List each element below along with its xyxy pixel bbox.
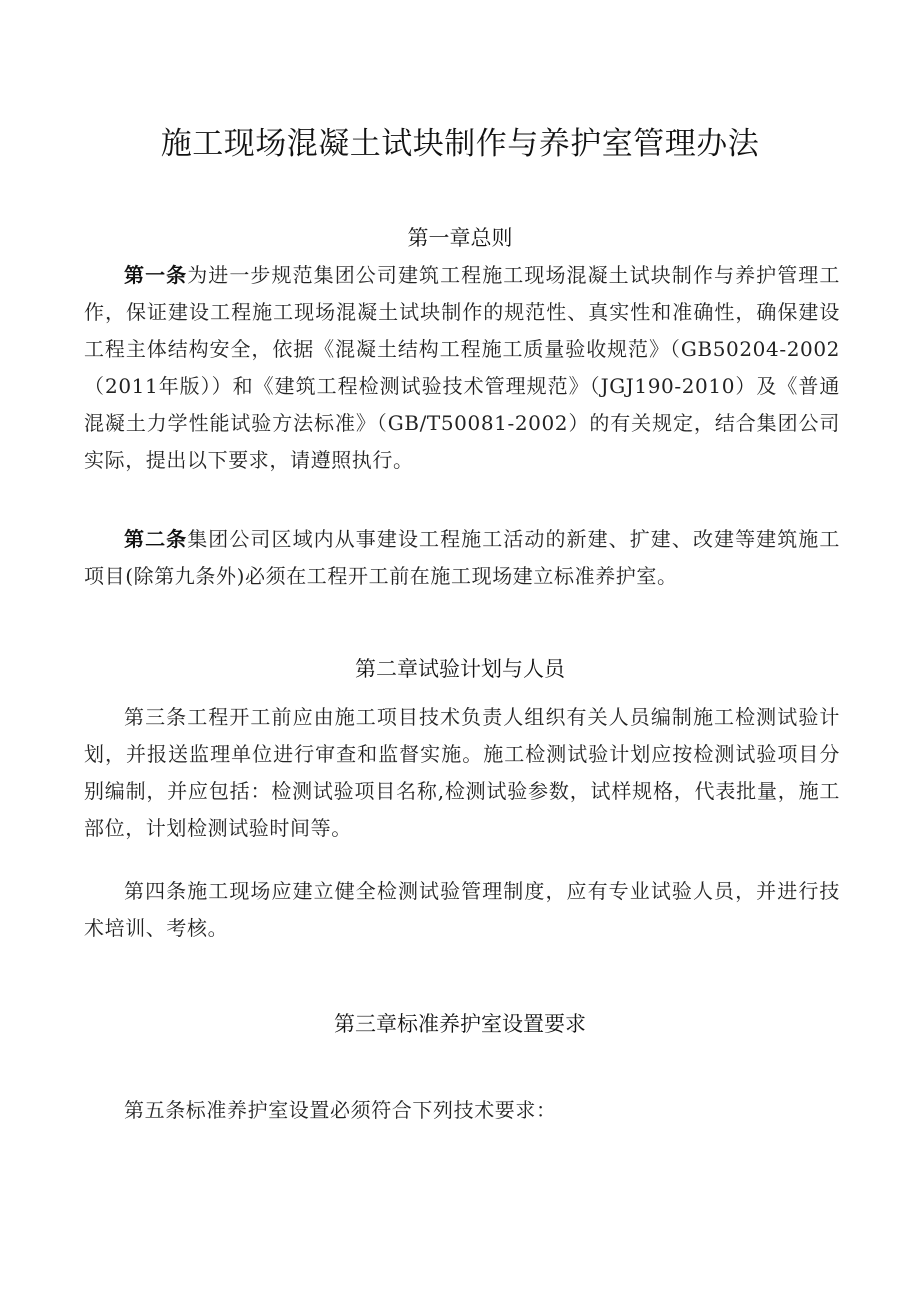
article-paragraph: 第四条施工现场应建立健全检测试验管理制度，应有专业试验人员，并进行技术培训、考核。 [84, 879, 840, 940]
chapter-heading: 第一章总则 [407, 226, 513, 250]
article-paragraph: 第三条工程开工前应由施工项目技术负责人组织有关人员编制施工检测试验计划，并报送监理单位进行审查和监督实施。施工检测试验计划应按检测试验项目分别编制，并应包括：检测试验项目名称,检测试验参数，试样规格，代表批量，施工部位，计划检测试验时间等。 [84, 705, 840, 840]
document-title: 施工现场混凝土试块制作与养护室管理办法 [160, 126, 760, 162]
article-label: 第二条 [124, 527, 188, 551]
article-paragraph: 第五条标准养护室设置必须符合下列技术要求： [124, 1098, 557, 1122]
article-text: 集团公司区域内从事建设工程施工活动的新建、扩建、改建等建筑施工项目(除第九条外)必须在工程开工前在施工现场建立标准养护室。 [84, 527, 840, 588]
chapter-heading: 第二章试验计划与人员 [355, 657, 565, 681]
article-text: 为进一步规范集团公司建筑工程施工现场混凝土试块制作与养护管理工作，保证建设工程施工现场混凝土试块制作的规范性、真实性和准确性，确保建设工程主体结构安全，依据《混凝土结构工程施工质量验收规范》（GB50204-2002（2011年版））和《建筑工程检测试验技术管理规范》（JGJ190-2010）及《普通混凝土力学性能试验方法标准》（GB/T50081-2002）的有关规定，结合集团公司实际，提出以下要求，请遵照执行。 [84, 263, 840, 472]
article-label: 第一条 [124, 263, 188, 287]
chapter-heading: 第三章标准养护室设置要求 [334, 1012, 586, 1036]
article-paragraph [84, 257, 840, 479]
article-paragraph [84, 521, 840, 595]
